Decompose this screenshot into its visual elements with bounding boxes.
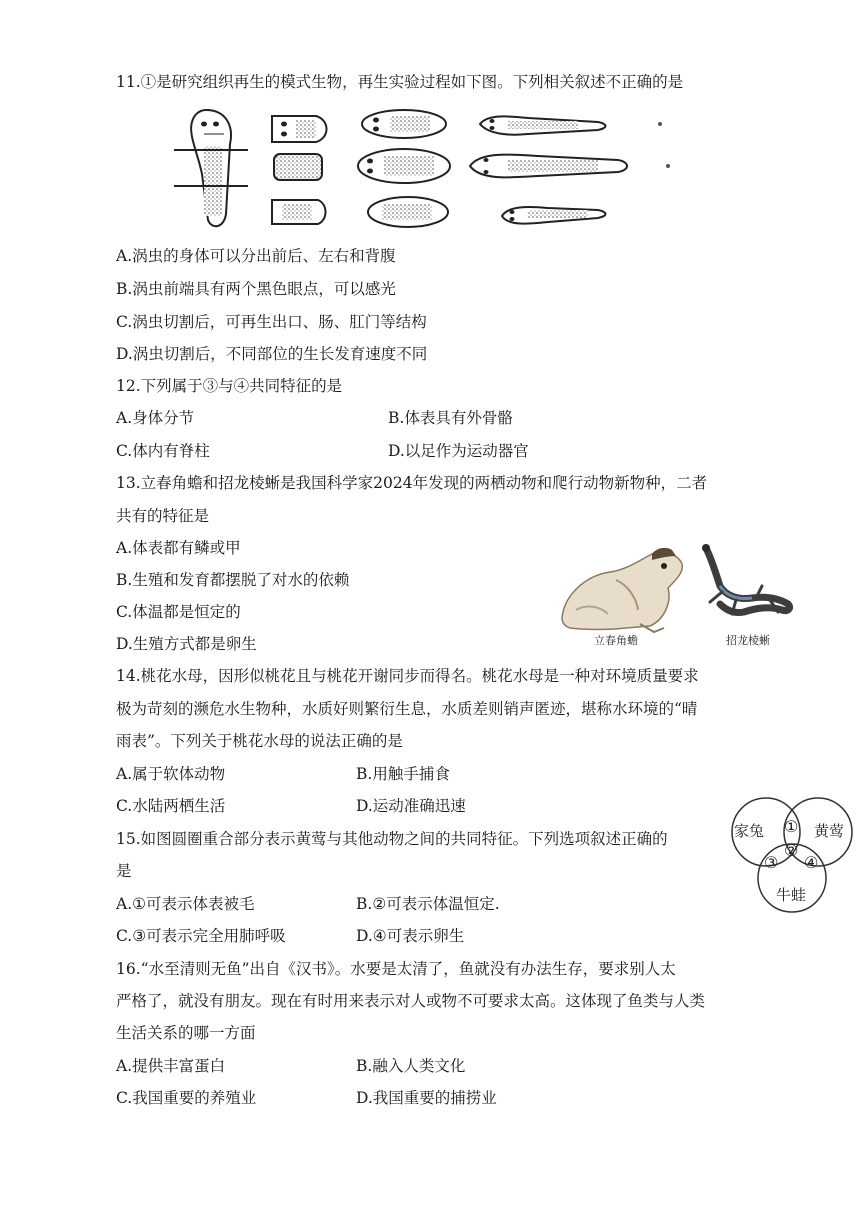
q16-stem-line-3: 生活关系的哪一方面: [116, 1024, 256, 1042]
q14-option-d: D.运动准确迅速: [356, 797, 466, 815]
caption-horned-toad: 立春角蟾: [594, 634, 638, 647]
q11-option-a: A.涡虫的身体可以分出前后、左右和背腹: [116, 247, 396, 265]
q16-option-b: B.融入人类文化: [356, 1057, 466, 1075]
q12-option-c: C.体内有脊柱: [116, 442, 210, 460]
q12-stem: 12.下列属于③与④共同特征的是: [116, 377, 343, 395]
q13-stem-line-2: 共有的特征是: [116, 507, 210, 525]
venn-region-4: ④: [804, 853, 819, 872]
q11-option-d: D.涡虫切割后，不同部位的生长发育速度不同: [116, 345, 428, 363]
q14-option-a: A.属于软体动物: [116, 765, 226, 783]
q14-stem-line-3: 雨表”。下列关于桃花水母的说法正确的是: [116, 732, 403, 750]
venn-label-oriole: 黄莺: [814, 822, 845, 840]
planarian-regeneration-figure: [168, 104, 690, 234]
q16-option-c: C.我国重要的养殖业: [116, 1089, 257, 1107]
q16-option-d: D.我国重要的捕捞业: [356, 1089, 497, 1107]
q11-stem: 11.①是研究组织再生的模式生物，再生实验过程如下图。下列相关叙述不正确的是: [116, 73, 684, 91]
venn-label-frog: 牛蛙: [776, 886, 807, 904]
regenerating-pieces-icon: [358, 110, 450, 227]
frog-lizard-figure: [556, 540, 796, 652]
q12-option-d: D.以足作为运动器官: [388, 442, 529, 460]
q14-stem-line-1: 14.桃花水母，因形似桃花且与桃花开谢同步而得名。桃花水母是一种对环境质量要求: [116, 667, 699, 685]
q15-stem-line-2: 是: [116, 862, 132, 880]
q14-option-b: B.用触手捕食: [356, 765, 450, 783]
venn-region-1: ①: [784, 817, 799, 836]
q15-option-b: B.②可表示体温恒定.: [356, 895, 500, 913]
q16-stem-line-2: 严格了，就没有朋友。现在有时用来表示对人或物不可要求太高。这体现了鱼类与人类: [116, 992, 706, 1010]
q13-stem-line-1: 13.立春角蟾和招龙棱蜥是我国科学家2024年发现的两栖动物和爬行动物新物种，二者: [116, 474, 708, 492]
q12-option-a: A.身体分节: [116, 409, 195, 427]
q15-option-a: A.①可表示体表被毛: [116, 895, 255, 913]
caption-lizard: 招龙棱蜥: [726, 634, 770, 647]
cut-pieces-icon: [272, 116, 327, 224]
q15-option-c: C.③可表示完全用肺呼吸: [116, 927, 286, 945]
q13-option-c: C.体温都是恒定的: [116, 603, 241, 621]
venn-label-rabbit: 家兔: [734, 822, 765, 840]
q13-option-a: A.体表都有鳞或甲: [116, 539, 241, 557]
q15-option-d: D.④可表示卵生: [356, 927, 465, 945]
q11-option-c: C.涡虫切割后，可再生出口、肠、肛门等结构: [116, 313, 427, 331]
q16-option-a: A.提供丰富蛋白: [116, 1057, 226, 1075]
venn-region-3: ③: [764, 853, 779, 872]
lizard-icon: [702, 544, 790, 614]
q13-option-b: B.生殖和发育都摆脱了对水的依赖: [116, 571, 350, 589]
original-planarian-icon: [174, 110, 248, 226]
q16-stem-line-1: 16.“水至清则无鱼”出自《汉书》。水要是太清了，鱼就没有办法生存，要求别人太: [116, 960, 676, 978]
venn-diagram: [726, 794, 858, 916]
q14-stem-line-2: 极为苛刻的濒危水生物种，水质好则繁衍生息，水质差则销声匿迹，堪称水环境的“晴: [116, 700, 698, 718]
horned-toad-icon: [562, 548, 682, 632]
q11-option-b: B.涡虫前端具有两个黑色眼点，可以感光: [116, 280, 396, 298]
q15-stem-line-1: 15.如图圆圈重合部分表示黄莺与其他动物之间的共同特征。下列选项叙述正确的: [116, 830, 668, 848]
q12-option-b: B.体表具有外骨骼: [388, 409, 513, 427]
q14-option-c: C.水陆两栖生活: [116, 797, 226, 815]
regenerated-planarians-icon: [470, 116, 670, 223]
venn-region-2: ②: [784, 841, 799, 860]
q13-option-d: D.生殖方式都是卵生: [116, 635, 257, 653]
